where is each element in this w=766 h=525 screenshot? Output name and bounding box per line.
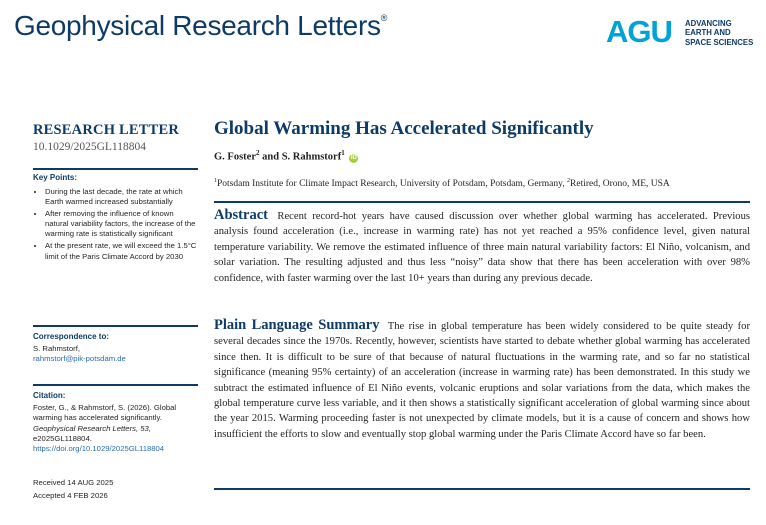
pls-heading: Plain Language Summary [214, 317, 380, 333]
abstract-text: Recent record-hot years have caused discussion over whether global warming has accelerated. Previous analysis found acceleration (i.e., increase in warming rate) has not yet reached a 95% confidence level, given natural temperature variability. We remove the estimated influence of three main natural variability factors: El Niño, volcanism, and solar variation. The resulting adjusted and thus less “noisy” data show that there has been acceleration with over 98% confidence, with faster warming over the last 10+ years than during any previous decade. [214, 211, 750, 284]
key-points [33, 168, 198, 264]
affil-mark: 1 [214, 177, 217, 184]
citation [33, 384, 198, 454]
trademark: ® [380, 13, 388, 23]
authors [214, 149, 744, 163]
author-name[interactable]: S. Rahmstorf [281, 151, 342, 163]
agu-tagline-line: SPACE SCIENCES [685, 37, 754, 47]
agu-tagline [685, 19, 753, 47]
key-point: • At the present rate, we will exceed the 1.5°C limit of the Paris Climate Accord by 2030 [45, 241, 198, 261]
received-date: Received 14 AUG 2025 [33, 478, 114, 487]
plain-language-summary [214, 318, 750, 442]
doi: 10.1029/2025GL118804 [33, 141, 146, 153]
author-affil-mark: 1 [341, 149, 345, 157]
affiliation: Retired, Orono, ME, USA [570, 178, 670, 189]
agu-logo[interactable] [606, 15, 756, 55]
abstract-heading: Abstract [214, 207, 268, 223]
paper-title: Global Warming Has Accelerated Significantly [214, 118, 594, 139]
divider [214, 488, 750, 490]
journal-name: Geophysical Research Letters [14, 10, 381, 41]
journal-title [14, 10, 387, 42]
key-points-heading: Key Points: [33, 173, 78, 182]
article-type: RESEARCH LETTER [33, 122, 180, 138]
key-points-list [33, 187, 198, 262]
correspondence-heading: Correspondence to: [33, 332, 110, 341]
citation-text [33, 403, 198, 454]
correspondence-name: S. Rahmstorf, [33, 344, 80, 353]
article-header [214, 118, 744, 189]
affil-mark: 2 [567, 177, 571, 184]
correspondence [33, 325, 198, 365]
author-conjunction: and [262, 151, 280, 163]
citation-authors: Foster, G., & Rahmstorf, S. (2026). Global warming has accelerated significantly. [33, 403, 177, 423]
citation-doi-link[interactable]: https://doi.org/10.1029/2025GL118804 [33, 444, 165, 454]
correspondence-email-link[interactable]: rahmstorf@pik-potsdam.de [33, 354, 126, 364]
accepted-date: Accepted 4 FEB 2026 [33, 490, 108, 500]
agu-tagline-line: ADVANCING [685, 19, 732, 28]
orcid-icon[interactable]: iD [350, 154, 357, 161]
citation-id: e2025GL118804. [33, 433, 92, 443]
abstract [214, 208, 750, 286]
author-name[interactable]: G. Foster [214, 151, 256, 163]
history-dates [33, 477, 113, 502]
author-affil-mark: 2 [256, 149, 260, 157]
agu-tagline-line: EARTH AND [685, 28, 731, 38]
citation-heading: Citation: [33, 391, 66, 400]
article-meta [33, 122, 198, 153]
key-point: • After removing the influence of known natural variability factors, the increase of the warming rate is statistically significant [45, 209, 198, 239]
divider [214, 201, 750, 203]
pls-text: The rise in global temperature has been widely considered to be quite steady for several decades since the 1970s. Recently, however, scientists have started to debate whether global warming has accelerated since then. It is difficult to be sure of that because of natural fluctuations in the warming rate, and so far no statistical significance (meaning 95% certainty) of an acceleration (increase in warming rate) has been demonstrated. In this study we subtract the estimated influence of El Niño events, volcanic eruptions and solar variations from the data, which makes the global temperature curve less variable, and it then shows a statistically significant acceleration of global warming since about the year 2015. Warming proceeding faster is not unexpected by climate models, but it is a cause of concern and shows how insufficient the efforts to slow and eventually stop global warming under the Paris Climate Accord have so far been. [214, 321, 750, 440]
citation-journal: Geophysical Research Letters, 53, [33, 423, 151, 433]
agu-logo-mark: AGU [606, 14, 672, 49]
key-point: • During the last decade, the rate at which Earth warmed increased substantially [45, 187, 198, 207]
affiliations [214, 178, 744, 189]
affiliation: Potsdam Institute for Climate Impact Research, University of Potsdam, Potsdam, Germany, [217, 178, 565, 189]
